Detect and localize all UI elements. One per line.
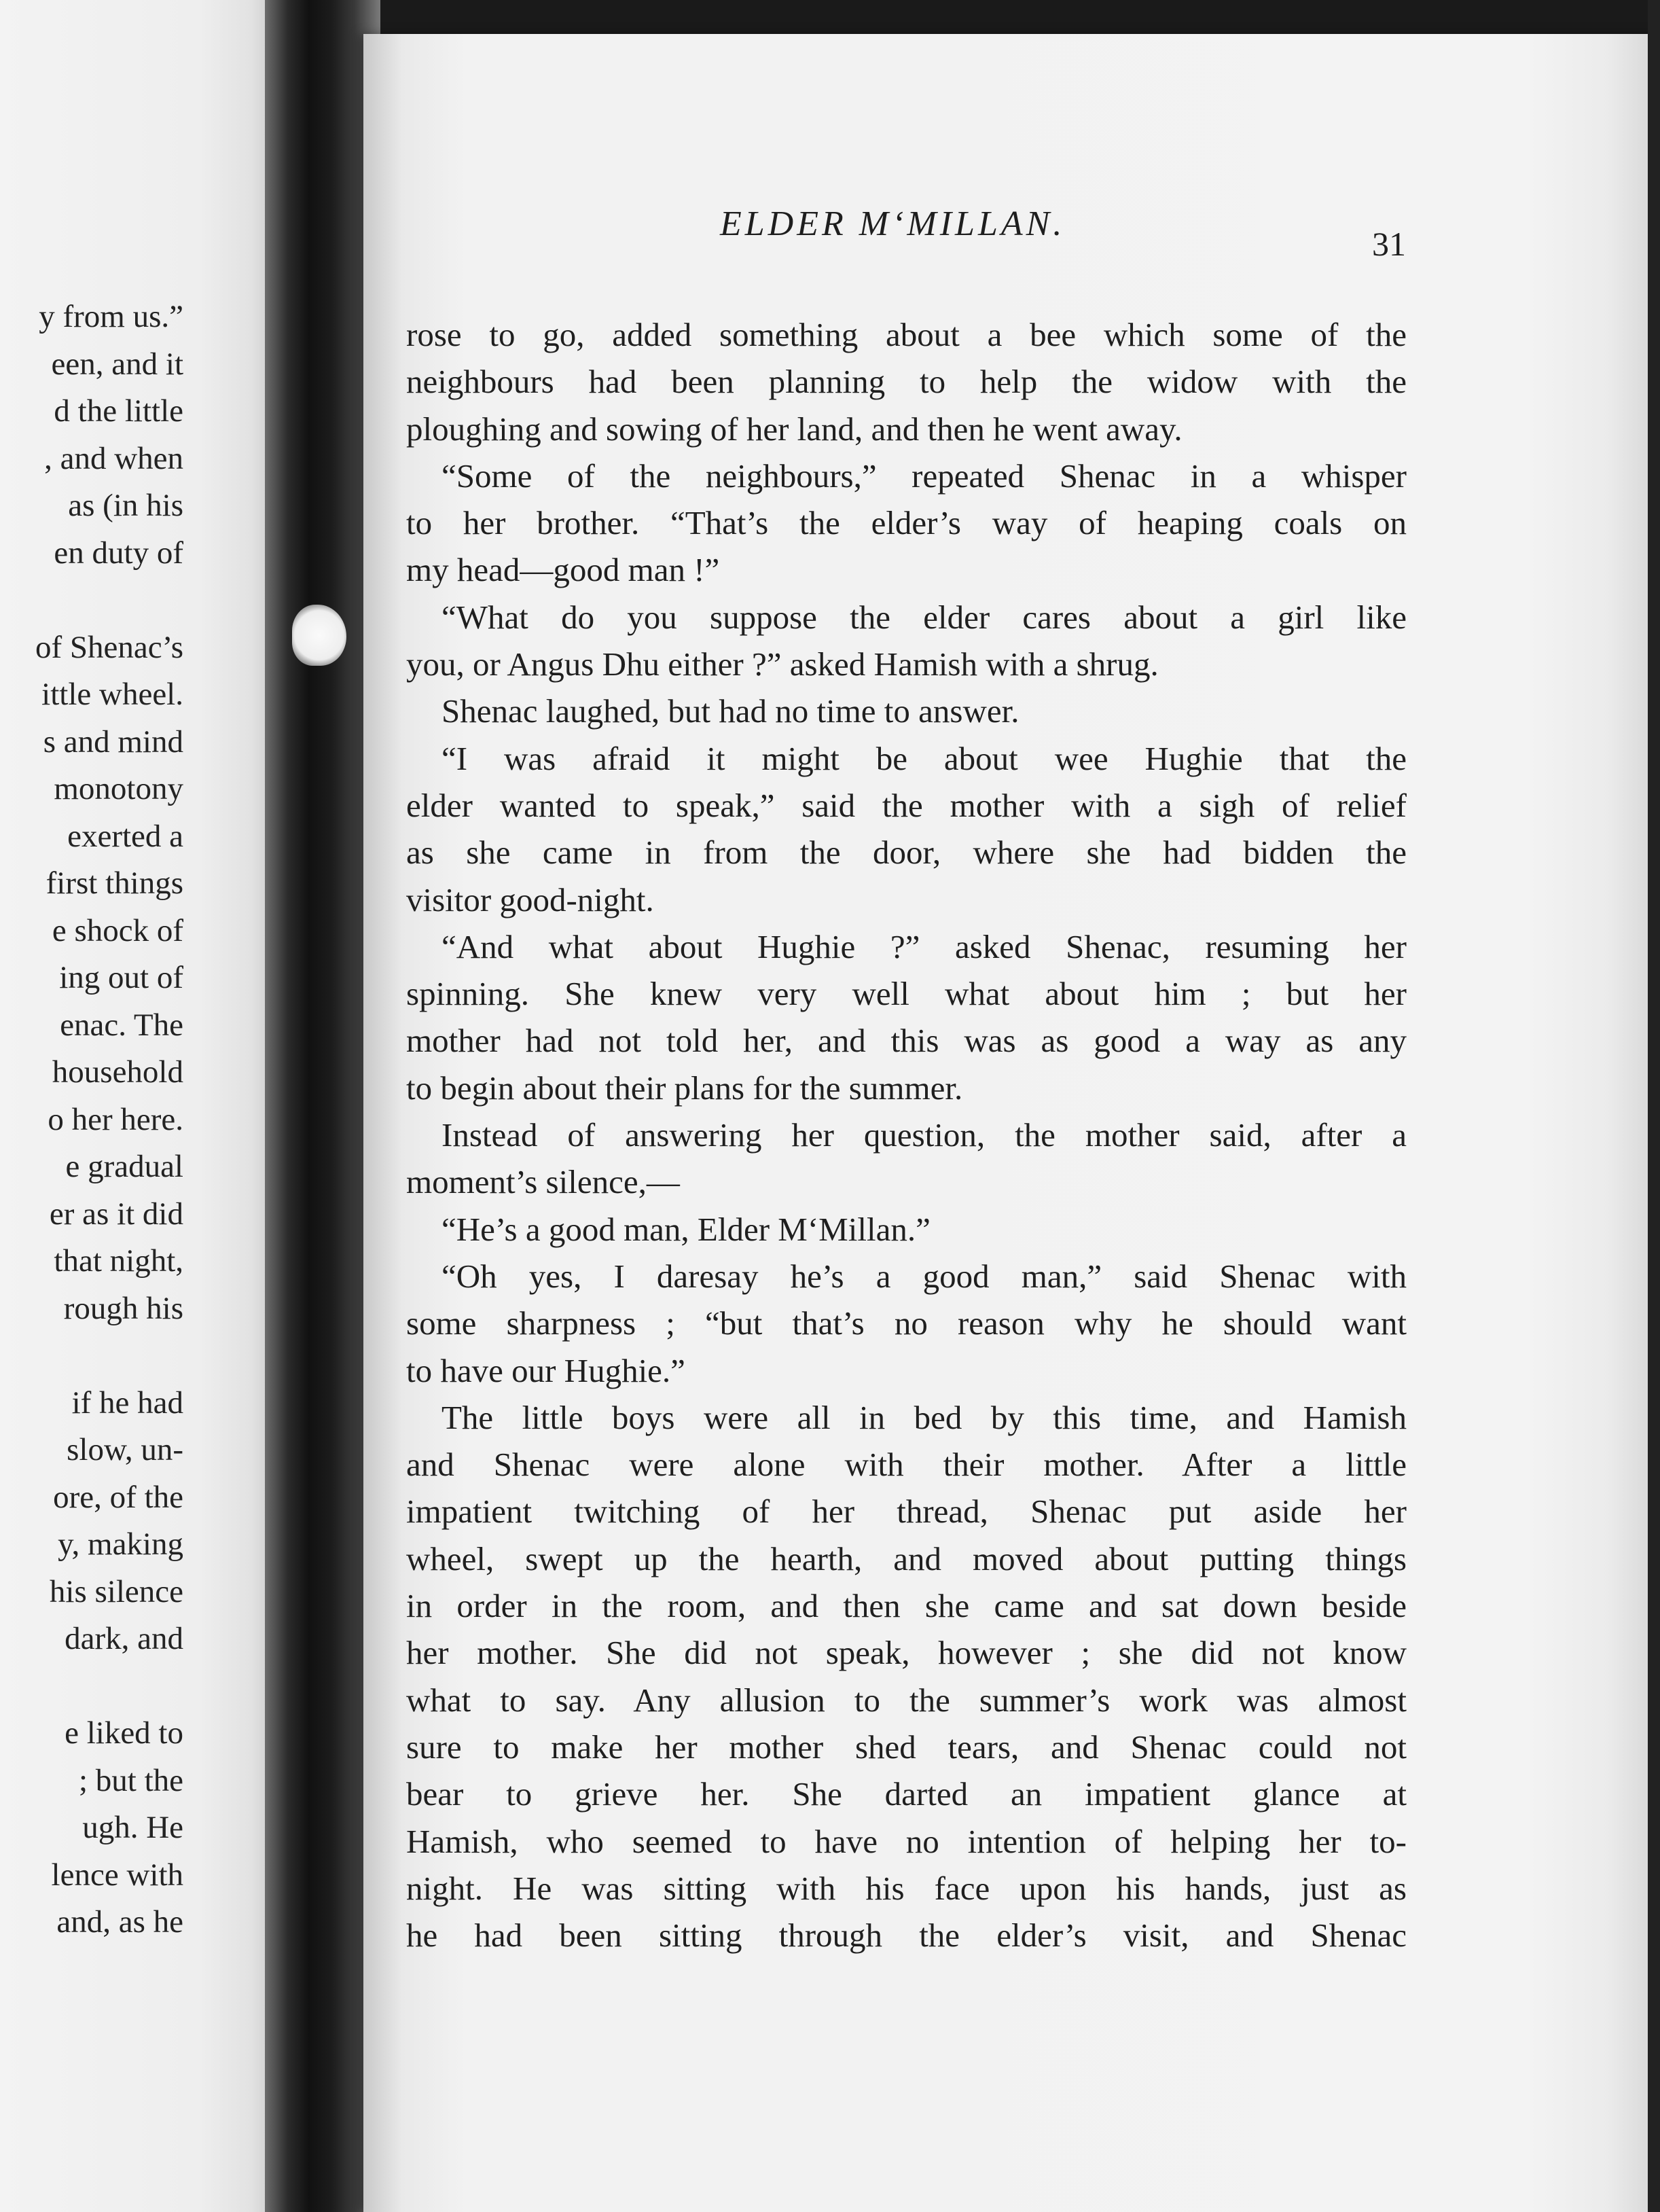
left-page-line: exerted a xyxy=(67,818,183,854)
left-page-line xyxy=(0,1332,183,1380)
left-page-line: dark, and xyxy=(65,1621,183,1656)
left-page-line: lence with xyxy=(51,1857,183,1893)
left-page-line: er as it did xyxy=(49,1196,183,1232)
left-page-line: of Shenac’s xyxy=(35,629,183,665)
left-page-line: if he had xyxy=(71,1385,183,1421)
text-line: The little boys were all in bed by this time, and Hamish xyxy=(441,1398,1407,1436)
text-line: to have our Hughie.” xyxy=(406,1351,685,1389)
text-line: night. He was sitting with his face upon his hands, just as xyxy=(406,1869,1407,1907)
left-page-line: ; but the xyxy=(78,1762,183,1798)
body-text xyxy=(406,311,1407,1959)
left-page-line: ittle wheel. xyxy=(41,677,183,712)
text-line: “What do you suppose the elder cares about a girl like xyxy=(441,598,1407,636)
left-page-line: his silence xyxy=(49,1573,183,1609)
left-page xyxy=(0,0,285,2212)
text-line: you, or Angus Dhu either ?” asked Hamish with a shrug. xyxy=(406,645,1159,683)
left-page-line xyxy=(0,577,183,624)
left-page-line: slow, un- xyxy=(67,1432,183,1467)
left-page-line: y, making xyxy=(58,1527,183,1562)
left-page-text-fragments xyxy=(0,293,183,1946)
left-page-line: e liked to xyxy=(65,1715,183,1751)
text-line: some sharpness ; “but that’s no reason why he should want xyxy=(406,1304,1407,1342)
text-line: Hamish, who seemed to have no intention of helping her to- xyxy=(406,1822,1407,1860)
left-page-line: ing out of xyxy=(59,960,183,995)
text-line: as she came in from the door, where she had bidden the xyxy=(406,834,1407,872)
text-line: “Oh yes, I daresay he’s a good man,” said Shenac with xyxy=(441,1257,1407,1295)
left-page-line: that night, xyxy=(54,1243,183,1279)
paper-tear-mark xyxy=(292,605,346,666)
text-line: wheel, swept up the hearth, and moved about putting things xyxy=(406,1539,1407,1577)
left-page-line: ore, of the xyxy=(53,1479,183,1515)
text-line: impatient twitching of her thread, Shenac put aside her xyxy=(406,1493,1407,1531)
text-line: mother had not told her, and this was as good a way as any xyxy=(406,1022,1407,1060)
text-line: “He’s a good man, Elder M‘Millan.” xyxy=(441,1210,931,1248)
left-page-line: first things xyxy=(46,866,183,901)
text-line: her mother. She did not speak, however ; she did not know xyxy=(406,1634,1407,1672)
left-page-line: o her here. xyxy=(48,1101,183,1137)
left-page-line: rough his xyxy=(63,1290,183,1326)
text-line: ploughing and sowing of her land, and then he went away. xyxy=(406,410,1183,448)
running-head: ELDER M‘MILLAN. xyxy=(720,204,1066,243)
text-line: “Some of the neighbours,” repeated Shenac in a whisper xyxy=(441,457,1407,495)
left-page-line: s and mind xyxy=(43,724,183,760)
scan-border xyxy=(1648,0,1660,2212)
left-page-line: een, and it xyxy=(51,346,183,382)
text-line: in order in the room, and then she came and sat down beside xyxy=(406,1587,1407,1625)
left-page-line xyxy=(0,1663,183,1711)
left-page-line: monotony xyxy=(54,771,183,806)
text-line: spinning. She knew very well what about him ; but her xyxy=(406,975,1407,1013)
left-page-line: en duty of xyxy=(54,535,183,571)
left-page-line: and, as he xyxy=(56,1904,183,1940)
text-line: to her brother. “That’s the elder’s way of heaping coals on xyxy=(406,504,1407,542)
left-page-line: e shock of xyxy=(52,912,183,948)
text-line: Shenac laughed, but had no time to answer. xyxy=(441,692,1020,730)
text-line: bear to grieve her. She darted an impatient glance at xyxy=(406,1775,1407,1813)
text-line: neighbours had been planning to help the widow with the xyxy=(406,363,1407,401)
text-line: “I was afraid it might be about wee Hughie that the xyxy=(441,739,1407,777)
text-line: what to say. Any allusion to the summer’s work was almost xyxy=(406,1681,1407,1719)
left-page-line: ugh. He xyxy=(82,1810,183,1845)
text-line: rose to go, added something about a bee which some of the xyxy=(406,316,1407,353)
text-line: to begin about their plans for the summer. xyxy=(406,1069,963,1107)
text-line: sure to make her mother shed tears, and Shenac could not xyxy=(406,1728,1407,1766)
text-line: elder wanted to speak,” said the mother with a sigh of relief xyxy=(406,786,1407,824)
left-page-line: , and when xyxy=(44,440,183,476)
left-page-line: as (in his xyxy=(68,488,183,523)
text-line: moment’s silence,— xyxy=(406,1163,680,1201)
left-page-line: enac. The xyxy=(60,1007,183,1043)
left-page-line: d the little xyxy=(54,393,183,429)
page-number: 31 xyxy=(1372,225,1406,263)
left-page-line: y from us.” xyxy=(39,299,183,334)
left-page-line: household xyxy=(52,1054,183,1090)
text-line: visitor good-night. xyxy=(406,880,654,918)
text-line: and Shenac were alone with their mother. After a little xyxy=(406,1446,1407,1484)
text-line: my head—good man !” xyxy=(406,551,720,589)
text-line: he had been sitting through the elder’s visit, and Shenac xyxy=(406,1916,1407,1955)
left-page-line: e gradual xyxy=(65,1149,183,1184)
text-line: “And what about Hughie ?” asked Shenac, resuming her xyxy=(441,927,1407,965)
text-line: Instead of answering her question, the mother said, after a xyxy=(441,1116,1407,1154)
